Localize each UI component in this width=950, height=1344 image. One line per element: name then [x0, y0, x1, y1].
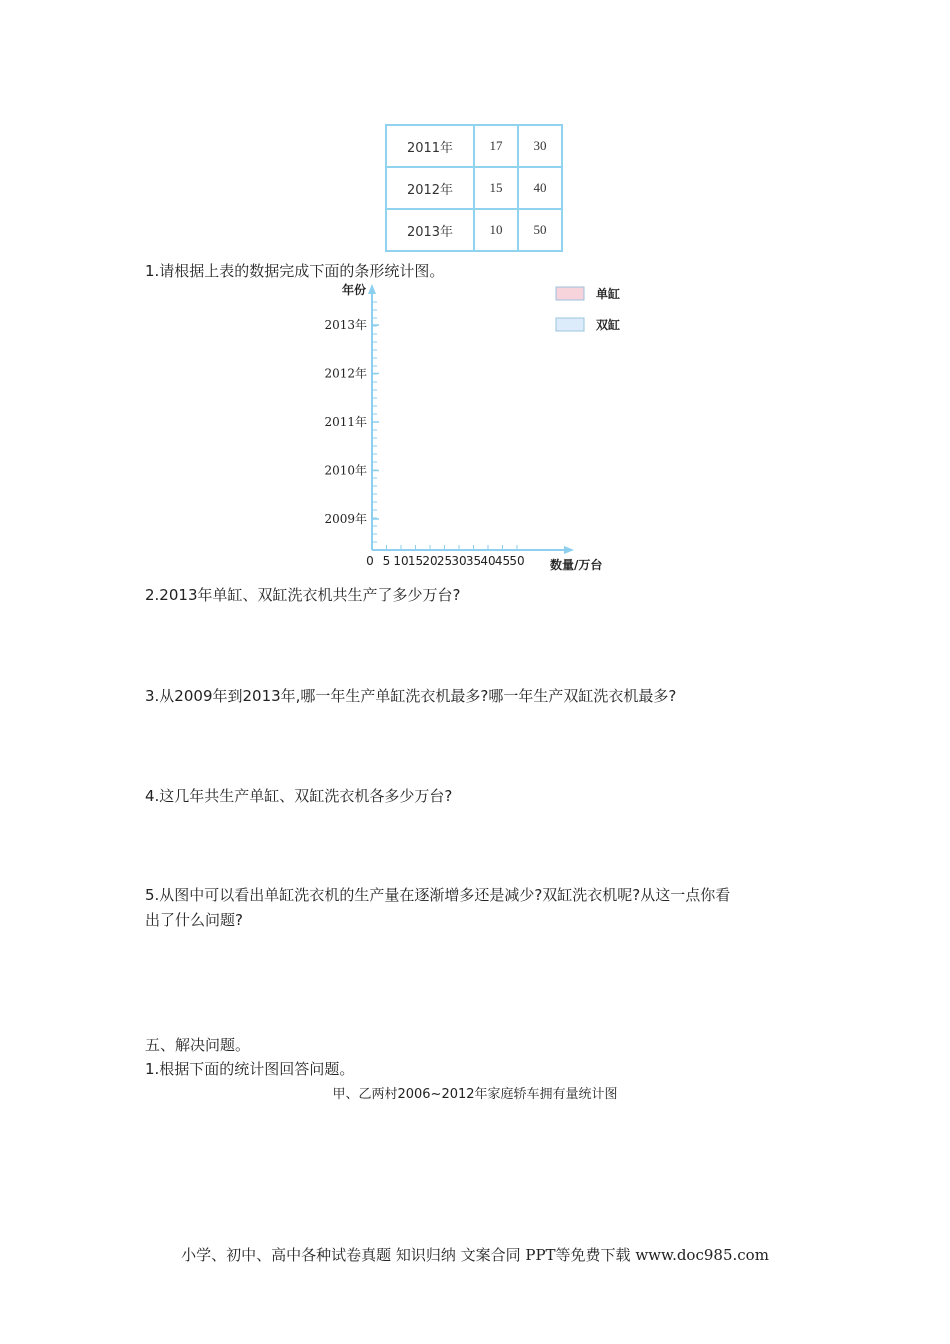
- legend-label: 双缸: [596, 318, 621, 332]
- y-axis-arrow: [368, 284, 376, 294]
- question-3: 3.从2009年到2013年,哪一年生产单缸洗衣机最多?哪一年生产双缸洗衣机最多?: [145, 687, 677, 705]
- table-cell-single: 15: [474, 167, 518, 209]
- production-table: [385, 124, 563, 252]
- question-4: 4.这几年共生产单缸、双缸洗衣机各多少万台?: [145, 787, 453, 805]
- x-tick-label: 35: [465, 554, 482, 568]
- x-tick-label: 30: [451, 554, 467, 568]
- y-tick-label: 2013年: [324, 318, 367, 332]
- question-5-line-1: 5.从图中可以看出单缸洗衣机的生产量在逐渐增多还是减少?双缸洗衣机呢?从这一点你看: [145, 886, 731, 904]
- legend-label: 单缸: [596, 287, 621, 301]
- x-axis-arrow: [564, 546, 574, 554]
- x-tick-label: 45: [494, 554, 511, 568]
- section-title: 五、解决问题。: [145, 1036, 251, 1054]
- question-5-line-2: 出了什么问题?: [145, 911, 243, 929]
- table-row: [386, 167, 562, 209]
- x-tick-label: 15: [407, 554, 424, 568]
- legend-swatch: [556, 287, 584, 300]
- table-row: [386, 125, 562, 167]
- y-tick-label: 2012年: [324, 366, 367, 381]
- y-tick-label: 2010年: [324, 463, 367, 478]
- x-tick-label: 5: [382, 554, 391, 568]
- x-tick-label: 20: [422, 554, 438, 568]
- bar-chart: [300, 280, 640, 580]
- chart-2-title: 甲、乙两村2006~2012年家庭轿车拥有量统计图: [332, 1087, 618, 1102]
- question-2: 2.2013年单缸、双缸洗衣机共生产了多少万台?: [145, 586, 461, 604]
- x-tick-label: 40: [480, 554, 496, 568]
- question-1: 1.请根据上表的数据完成下面的条形统计图。: [145, 262, 445, 280]
- y-axis-title: 年份: [341, 283, 366, 297]
- y-tick-label: 2011年: [324, 415, 367, 429]
- x-tick-label: 25: [436, 554, 453, 568]
- table-cell-double: 40: [518, 167, 562, 209]
- x-tick-label: 0: [366, 554, 374, 568]
- legend-swatch: [556, 318, 584, 331]
- table-cell-year: 2011年: [386, 125, 474, 167]
- table-cell-year: 2012年: [386, 167, 474, 209]
- table-cell-year: 2013年: [386, 209, 474, 251]
- section-5-question-1: 1.根据下面的统计图回答问题。: [145, 1060, 355, 1078]
- table-cell-double: 30: [518, 125, 562, 167]
- x-tick-label: 10: [393, 554, 409, 568]
- x-axis-title: 数量/万台: [550, 558, 603, 572]
- table-cell-double: 50: [518, 209, 562, 251]
- table-cell-single: 10: [474, 209, 518, 251]
- table-cell-single: 17: [474, 125, 518, 167]
- footer: 小学、初中、高中各种试卷真题 知识归纳 文案合同 PPT等免费下载 www.doc985.com: [181, 1246, 769, 1264]
- y-tick-label: 2009年: [324, 512, 367, 526]
- table-row: [386, 209, 562, 251]
- x-tick-label: 50: [509, 554, 525, 568]
